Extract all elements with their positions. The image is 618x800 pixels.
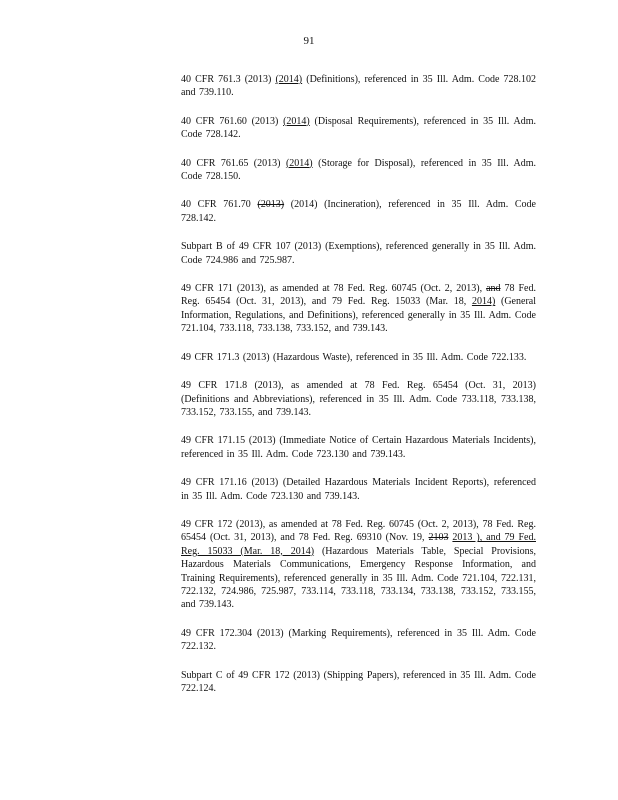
inserted-text: 2014) (471, 296, 496, 308)
citation-text: 49 CFR 171.8 (2013), as amended at 78 Fed. Reg. 65454 (Oct. 31, 2013) (Definitions and Abbreviations), referenced in 35 Ill. Adm. Code 733.118, 733.138, 733.152, 733.155, and 739.143. (181, 380, 536, 418)
deleted-text: (2013) (257, 199, 285, 211)
citation-entry (181, 627, 536, 654)
deleted-text: 2103 (428, 532, 449, 544)
inserted-text: (2014) (283, 115, 310, 127)
citation-entry (181, 518, 536, 612)
citation-text: 49 CFR 171.16 (2013) (Detailed Hazardous Materials Incident Reports), referenced in 35 Ill. Adm. Code 723.130 and 739.143. (181, 477, 536, 502)
citation-text: Subpart B of 49 CFR 107 (2013) (Exemptions), referenced generally in 35 Ill. Adm. Code 724.986 and 725.987. (181, 241, 536, 266)
inserted-text: (2014) (285, 157, 313, 169)
citation-entry (181, 198, 536, 225)
citation-text: 40 CFR 761.3 (2013) (181, 74, 276, 85)
citation-entry (181, 157, 536, 184)
citation-text: 40 CFR 761.65 (2013) (181, 157, 286, 169)
citation-text: 49 CFR 172 (2013), as amended at 78 Fed. Reg. 60745 (Oct. 2, 2013), 78 Fed. Reg. 65454 (Oct. 31, 2013), and 78 Fed. Reg. 69310 (Nov. 19, (181, 518, 536, 544)
citation-entry (181, 73, 536, 100)
inserted-text: (2014) (275, 74, 303, 85)
citation-entry (181, 351, 536, 364)
citation-text: 40 CFR 761.70 (181, 199, 258, 211)
inserted-text: 2013 ), and 79 Fed. Reg. 15033 (Mar. 18, 2014) (181, 532, 536, 557)
citation-entry (181, 476, 536, 503)
citation-text: 40 CFR 761.60 (2013) (181, 115, 284, 127)
citation-text: (Hazardous Materials Table, Special Provisions, Hazardous Materials Communications, Emergency Response Information, and Training Requirements), referenced generally in 35 Ill. Adm. Code 721.104, 722.131, 722.132, 724.986, 725.987, 733.114, 733.118, 733.134, 733.138, 733.152, 733.155, and 739.143. (181, 545, 536, 611)
citation-text: (2014) (Incineration), referenced in 35 Ill. Adm. Code 728.142. (181, 199, 536, 224)
citation-text: 49 CFR 171 (2013), as amended at 78 Fed. Reg. 60745 (Oct. 2, 2013), (181, 283, 487, 295)
citation-text: 49 CFR 171.3 (2013) (Hazardous Waste), referenced in 35 Ill. Adm. Code 722.133. (181, 351, 527, 363)
citation-text: 49 CFR 172.304 (2013) (Marking Requirements), referenced in 35 Ill. Adm. Code 722.132. (181, 627, 536, 653)
deleted-text: and (486, 283, 501, 295)
citation-text: 49 CFR 171.15 (2013) (Immediate Notice of Certain Hazardous Materials Incidents), referenced in 35 Ill. Adm. Code 723.130 and 739.143. (181, 435, 536, 460)
citation-list (181, 73, 536, 695)
citation-text: 78 Fed. Reg. 65454 (Oct. 31, 2013), and 79 Fed. Reg. 15033 (Mar. 18, (181, 283, 536, 308)
citation-entry (181, 240, 536, 267)
citation-text: (General Information, Regulations, and Definitions), referenced generally in 35 Ill. Adm. Code 721.104, 733.118, 733.138, 733.152, and 739.143. (181, 296, 536, 335)
page-number: 91 (303, 35, 315, 47)
citation-entry (181, 379, 536, 419)
citation-text: Subpart C of 49 CFR 172 (2013) (Shipping Papers), referenced in 35 Ill. Adm. Code 722.124. (181, 669, 536, 694)
citation-entry (181, 282, 536, 336)
citation-text: (Disposal Requirements), referenced in 35 Ill. Adm. Code 728.142. (181, 115, 537, 141)
citation-entry (181, 434, 536, 461)
citation-entry (181, 115, 536, 142)
citation-text: (Definitions), referenced in 35 Ill. Adm. Code 728.102 and 739.110. (181, 74, 537, 99)
citation-text: (Storage for Disposal), referenced in 35 Ill. Adm. Code 728.150. (181, 157, 537, 183)
citation-entry (181, 669, 536, 696)
